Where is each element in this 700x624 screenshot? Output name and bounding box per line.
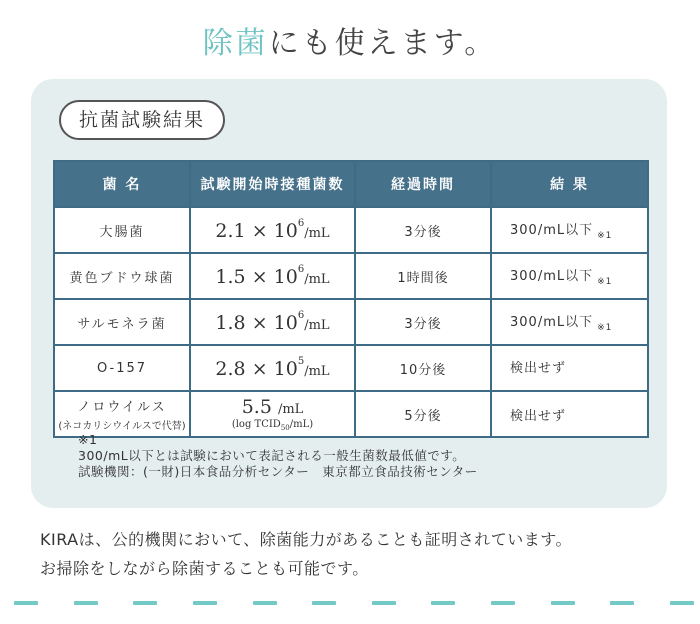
table-row <box>54 345 648 391</box>
divider-dash <box>372 601 396 605</box>
divider-dash <box>312 601 336 605</box>
result-value: 検出せず <box>510 361 567 376</box>
count-exponent: 5 <box>297 356 305 367</box>
log-prefix: (log TCID <box>231 419 281 430</box>
initial-count <box>190 391 355 437</box>
result-value: 300/mL以下 <box>510 315 594 330</box>
header-bacteria-name: 菌 名 <box>54 161 190 207</box>
bacteria-name <box>54 391 190 437</box>
divider-dash <box>491 601 515 605</box>
count-base: 10 <box>273 266 298 288</box>
header-result: 結 果 <box>491 161 648 207</box>
table-row <box>54 207 648 253</box>
result-value: 検出せず <box>510 408 567 424</box>
count-times: × <box>251 220 268 242</box>
divider-dash <box>551 601 575 605</box>
count-exponent: 6 <box>297 264 305 275</box>
divider-dash <box>74 601 98 605</box>
table-row <box>54 253 648 299</box>
footnote-line-2: 試験機関：(一財)日本食品分析センター 東京都立食品技術センター <box>78 464 478 479</box>
headline-accent: 除菌 <box>202 26 269 61</box>
result-cell <box>491 299 648 345</box>
table-row <box>54 299 648 345</box>
description-paragraph <box>40 525 690 583</box>
divider-dash <box>193 601 217 605</box>
count-times: × <box>251 358 268 380</box>
header-elapsed-time: 経過時間 <box>355 161 491 207</box>
count-mantissa: 1.8 <box>215 312 246 334</box>
initial-count <box>190 207 355 253</box>
divider-dash <box>133 601 157 605</box>
elapsed-time: 10分後 <box>355 345 491 391</box>
count-base: 10 <box>273 312 298 334</box>
log-subscript: 50 <box>280 424 290 432</box>
elapsed-time: 1時間後 <box>355 253 491 299</box>
result-note: ※1 <box>597 277 613 287</box>
result-cell <box>491 345 648 391</box>
table-header-row <box>54 161 648 207</box>
table-row <box>54 391 648 437</box>
divider-dash <box>431 601 455 605</box>
result-cell <box>491 391 648 437</box>
log-suffix: /mL) <box>289 419 314 430</box>
count-exponent: 6 <box>297 310 305 321</box>
initial-count <box>190 299 355 345</box>
initial-count <box>190 345 355 391</box>
bacteria-name: O-157 <box>54 345 190 391</box>
page-headline <box>0 18 700 62</box>
count-times: × <box>251 266 268 288</box>
divider-dash <box>670 601 694 605</box>
count-mantissa: 2.1 <box>215 220 246 242</box>
footnote-mark: ※1 <box>78 432 98 447</box>
result-cell <box>491 207 648 253</box>
count-unit: /mL <box>304 272 330 287</box>
bacteria-name: サルモネラ菌 <box>54 299 190 345</box>
footnote-line-1: 300/mL以下とは試験において表記される一般生菌数最低値です。 <box>78 448 466 463</box>
results-table <box>53 160 649 438</box>
count-base: 10 <box>273 220 298 242</box>
divider-dash <box>610 601 634 605</box>
paragraph-line-1: KIRAは、公的機関において、除菌能力があることも証明されています。 <box>40 530 573 549</box>
section-label: 抗菌試験結果 <box>59 100 225 140</box>
count-exponent: 6 <box>297 218 305 229</box>
header-initial-count: 試験開始時接種菌数 <box>190 161 355 207</box>
result-note: ※1 <box>597 323 613 333</box>
count-mantissa: 2.8 <box>215 358 246 380</box>
divider-dash <box>14 601 38 605</box>
count-base: 10 <box>273 358 298 380</box>
bacteria-name: 大腸菌 <box>54 207 190 253</box>
result-cell <box>491 253 648 299</box>
count-unit: /mL <box>277 402 304 417</box>
result-value: 300/mL以下 <box>510 269 594 284</box>
count-unit: /mL <box>304 364 330 379</box>
result-note: ※1 <box>597 231 613 241</box>
count-unit: /mL <box>304 318 330 333</box>
initial-count <box>190 253 355 299</box>
paragraph-line-2: お掃除をしながら除菌することも可能です。 <box>40 559 369 578</box>
count-value: 5.5 <box>241 396 272 418</box>
footnotes <box>78 432 638 480</box>
bacteria-name-sub: (ネコカリシウイルスで代替) <box>58 421 186 432</box>
dashed-divider <box>14 601 694 606</box>
elapsed-time: 5分後 <box>355 391 491 437</box>
log-unit-note <box>191 419 354 432</box>
count-times: × <box>251 312 268 334</box>
count-mantissa: 1.5 <box>215 266 246 288</box>
bacteria-name: 黄色ブドウ球菌 <box>54 253 190 299</box>
bacteria-name-main: ノロウイルス <box>77 400 167 415</box>
count-unit: /mL <box>304 226 330 241</box>
elapsed-time: 3分後 <box>355 299 491 345</box>
elapsed-time: 3分後 <box>355 207 491 253</box>
divider-dash <box>253 601 277 605</box>
headline-rest: にも使えます。 <box>268 26 498 61</box>
result-value: 300/mL以下 <box>510 223 594 238</box>
